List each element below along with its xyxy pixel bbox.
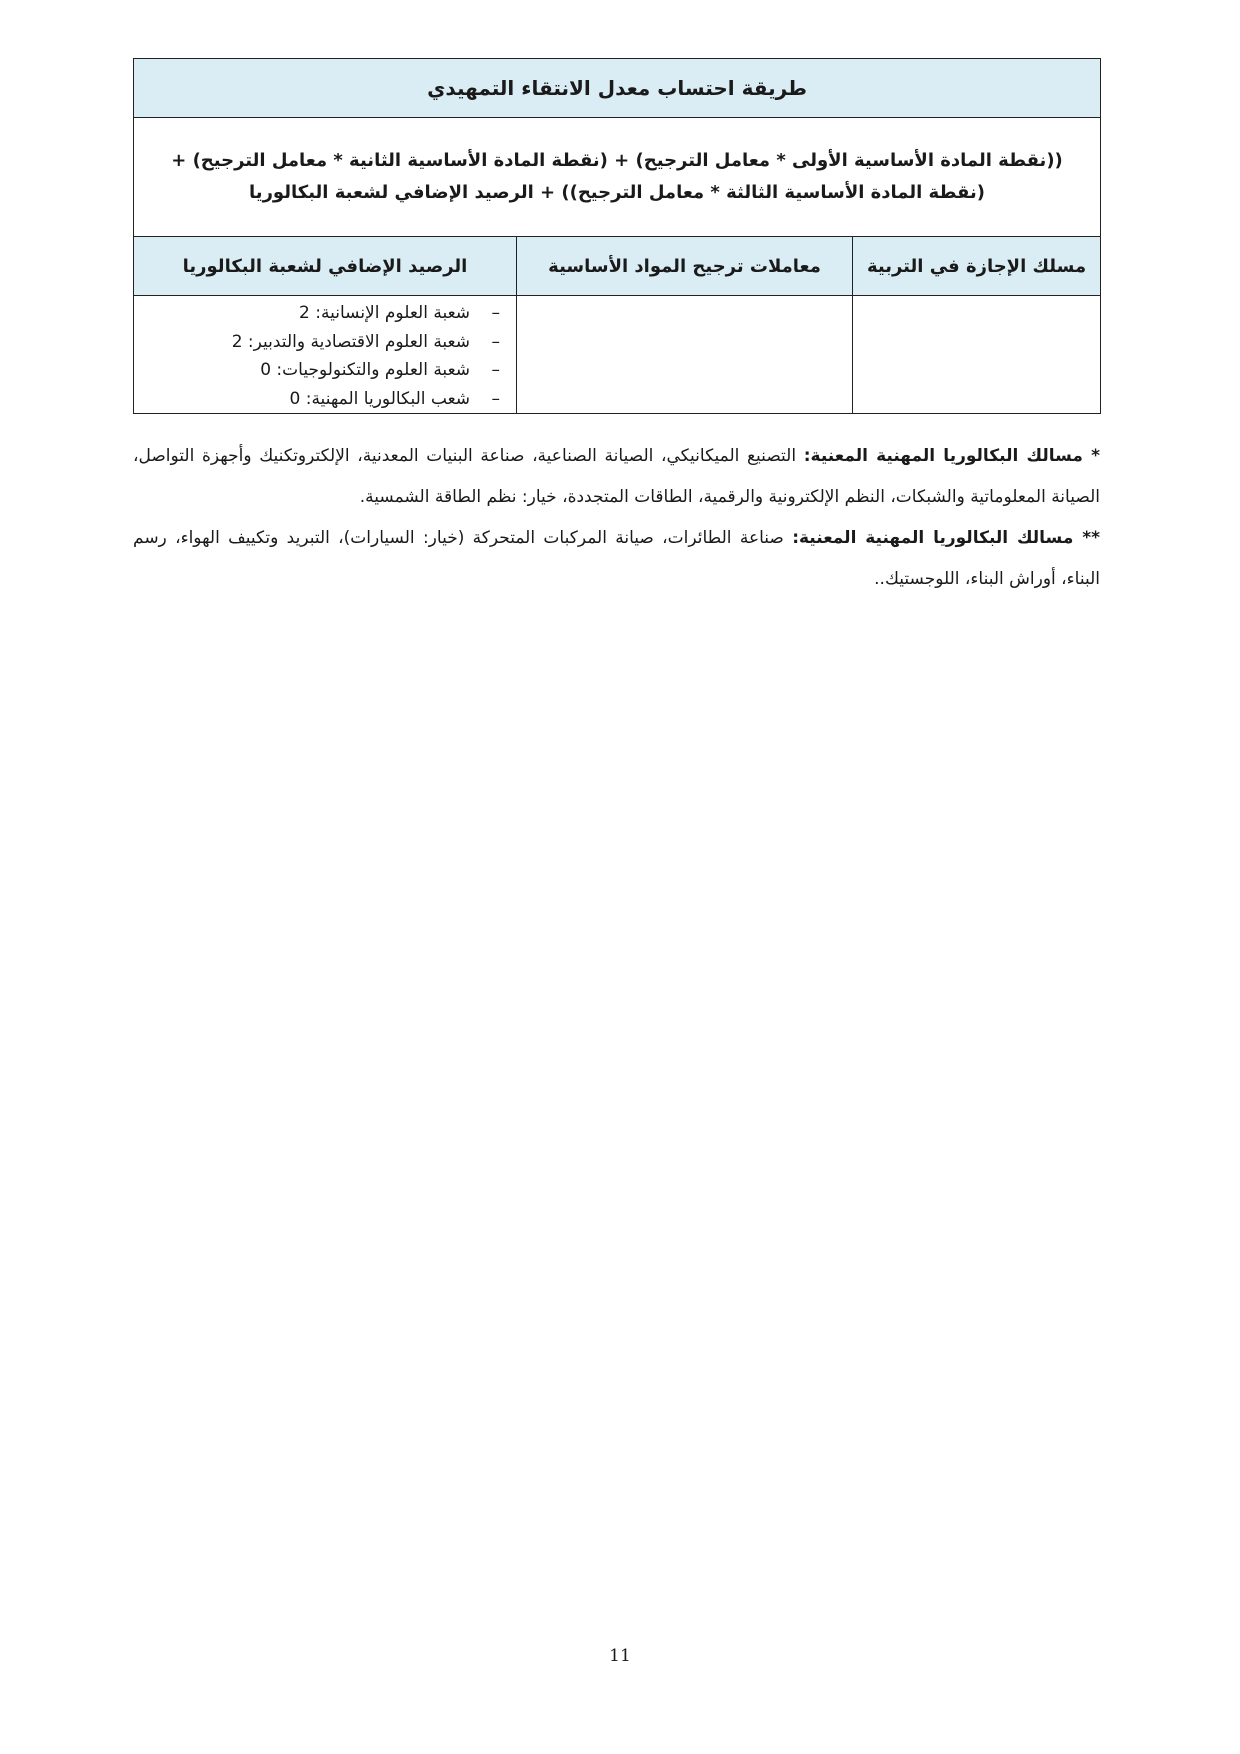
header-coefficients: معاملات ترجيح المواد الأساسية: [517, 237, 853, 296]
credit-list: [134, 296, 516, 413]
dash-bullet: –: [491, 388, 501, 409]
credit-item-text: شعبة العلوم والتكنولوجيات: 0: [260, 360, 471, 380]
dash-bullet: –: [491, 331, 501, 352]
coefficients-cell: [517, 296, 853, 414]
footnote-label: ** مسالك البكالوريا المهنية المعنية:: [792, 528, 1100, 548]
selection-method-table: [133, 58, 1101, 414]
dash-bullet: –: [491, 360, 501, 380]
credit-item-text: شعب البكالوريا المهنية: 0: [289, 388, 471, 409]
footnote-label: * مسالك البكالوريا المهنية المعنية:: [803, 446, 1100, 466]
selection-formula: [134, 118, 1101, 237]
footnote-2: [133, 518, 1100, 600]
footnotes: [133, 436, 1100, 600]
list-item: [134, 356, 500, 385]
header-track: مسلك الإجازة في التربية: [853, 237, 1101, 296]
additional-credit-cell: [134, 296, 517, 414]
page-number: 11: [609, 1646, 631, 1666]
footnote-text: صناعة الطائرات، صيانة المركبات المتحركة (خيار: السيارات)، التبريد وتكييف الهواء، رسم البناء، أوراش البناء، اللوجستيك..: [133, 528, 1100, 589]
footnote-text: التصنيع الميكانيكي، الصيانة الصناعية، صناعة البنيات المعدنية، الإلكتروتكنيك وأجهزة التواصل، الصيانة المعلوماتية والشبكات، النظم الإلكترونية والرقمية، الطاقات المتجددة، خيار: نظم الطاقة الشمسية.: [133, 446, 1100, 507]
dash-bullet: –: [491, 303, 501, 323]
formula-line-1: ((نقطة المادة الأساسية الأولى * معامل الترجيح) + (نقطة المادة الأساسية الثانية * معامل الترجيح) +: [171, 150, 1063, 171]
list-item: [134, 299, 500, 328]
track-cell: [853, 296, 1101, 414]
formula-line-2: (نقطة المادة الأساسية الثالثة * معامل الترجيح)) + الرصيد الإضافي لشعبة البكالوريا: [249, 182, 985, 203]
credit-item-text: شعبة العلوم الاقتصادية والتدبير: 2: [231, 331, 471, 352]
list-item: [134, 328, 500, 357]
list-item: [134, 385, 500, 414]
header-additional-credit: الرصيد الإضافي لشعبة البكالوريا: [134, 237, 517, 296]
credit-item-text: شعبة العلوم الإنسانية: 2: [299, 303, 471, 323]
footnote-1: [133, 436, 1100, 518]
table-title: طريقة احتساب معدل الانتقاء التمهيدي: [134, 59, 1101, 118]
